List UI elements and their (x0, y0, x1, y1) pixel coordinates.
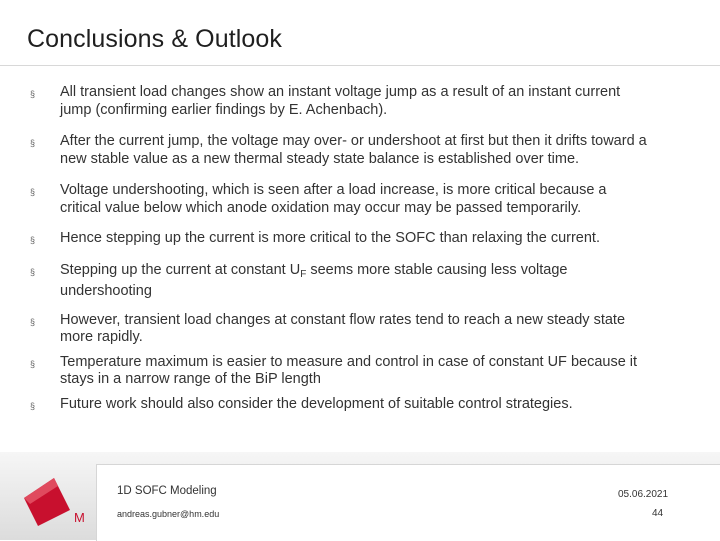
footer-title: 1D SOFC Modeling (117, 485, 217, 497)
bullet-item (30, 133, 650, 168)
university-logo-icon (10, 466, 90, 526)
footer-email: andreas.gubner@hm.edu (117, 509, 220, 519)
slide-title: Conclusions & Outlook (27, 25, 283, 53)
bullet-marker-icon: § (30, 89, 36, 99)
bullet-marker-icon: § (30, 138, 36, 148)
bullet-item (30, 84, 650, 119)
bullet-text: Temperature maximum is easier to measure and control in case of constant UF because it stays in a narrow range of the BiP length (60, 353, 638, 387)
bullet-text: Hence stepping up the current is more critical to the SOFC than relaxing the current. (60, 230, 600, 246)
bullet-marker-icon: § (30, 358, 36, 369)
bullet-item (30, 396, 650, 414)
subscript: F (300, 268, 307, 280)
bullet-text: Voltage undershooting, which is seen after a load increase, is more critical because a critical value below which anode oxidation may occur may be passed temporarily. (60, 182, 607, 216)
bullet-item (30, 262, 650, 301)
page-number: 44 (652, 508, 664, 519)
bullet-text: After the current jump, the voltage may over- or undershoot at first but then it drifts toward a new stable value as a new thermal steady state balance is established over time. (60, 133, 647, 167)
bullet-marker-icon: § (30, 316, 36, 327)
bullet-item (30, 312, 650, 347)
bullet-list (30, 84, 650, 413)
bullet-item (30, 230, 650, 248)
bullet-marker-icon: § (30, 400, 36, 411)
footer-panel (96, 464, 720, 541)
footer-date: 05.06.2021 (618, 489, 669, 500)
bullet-marker-icon: § (30, 266, 36, 277)
bullet-item (30, 182, 650, 217)
bullet-text: However, transient load changes at constant flow rates tend to reach a new steady state more rapidly. (60, 311, 626, 345)
bullet-text: All transient load changes show an instant voltage jump as a result of an instant current jump (confirming earlier findings by E. Achenbach). (60, 84, 621, 118)
bullet-text: Stepping up the current at constant $U_F$ seems more stable causing less voltage undershooting (60, 261, 568, 299)
bullet-text: Future work should also consider the development of suitable control strategies. (60, 395, 573, 412)
bullet-marker-icon: § (30, 187, 36, 197)
bullet-item (30, 354, 650, 389)
logo-letter: M (74, 510, 85, 525)
bullet-marker-icon: § (30, 235, 36, 245)
title-divider (0, 65, 720, 66)
